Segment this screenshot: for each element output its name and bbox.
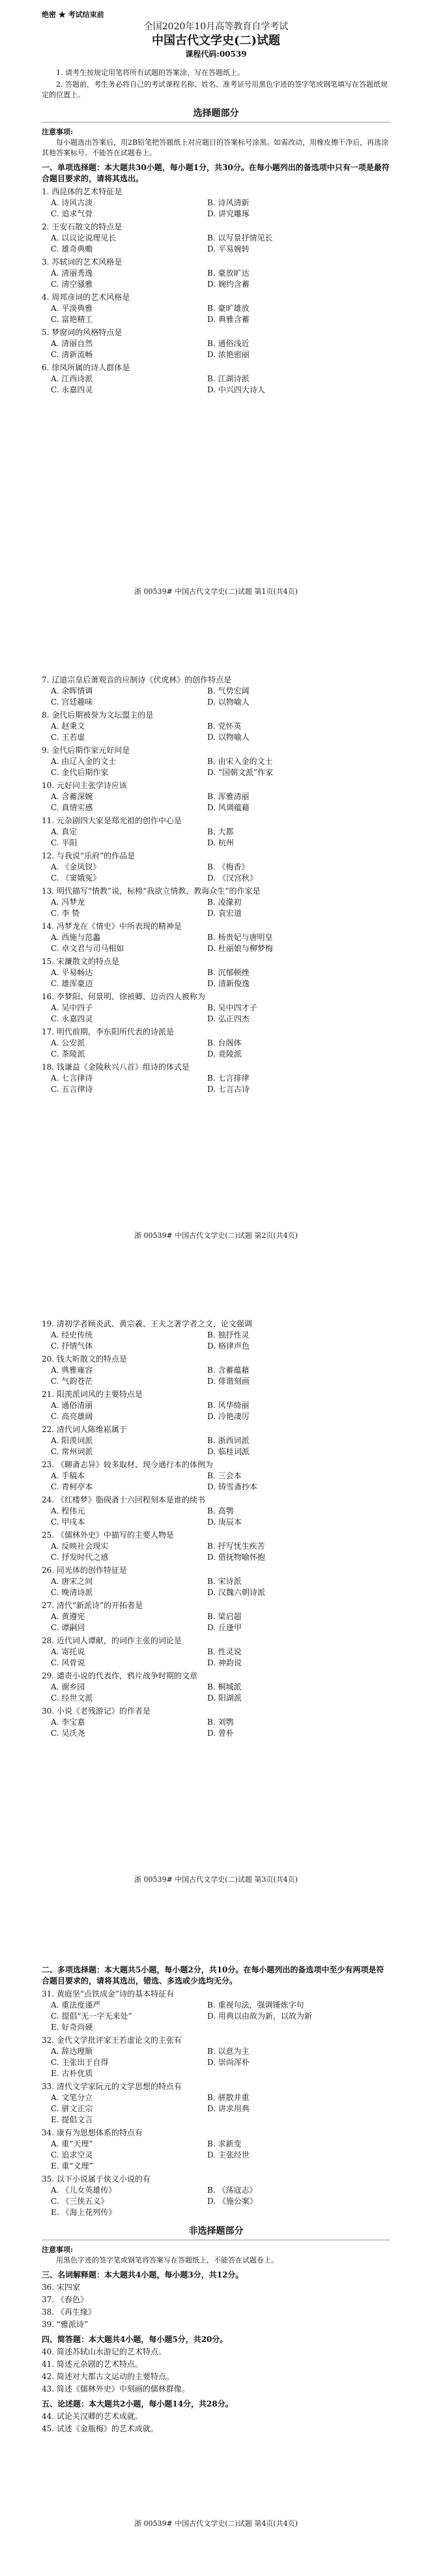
answer-option: A. 唐宋之间 [51, 1577, 93, 1586]
question-stem: 17. 明代前期，李东阳所代表的诗派是 [42, 1027, 174, 1036]
answer-option: D. 铸雪斋抄本 [207, 1482, 257, 1491]
answer-option: A. 典雅雍容 [51, 1366, 93, 1375]
question-item [42, 1600, 390, 1633]
question-item [42, 1424, 390, 1457]
question-item [42, 1495, 390, 1528]
answer-option: D. 俳谐刻画 [207, 1377, 250, 1386]
option-grid [42, 791, 390, 813]
short-answer-item: 40. 简述苏轼山水游记的艺术特点。 [42, 2347, 166, 2356]
subject-title: 中国古代文学史(二)试题 [151, 34, 281, 48]
option-grid [42, 1435, 390, 1457]
answer-option: C. 抒发时代之感 [51, 1553, 109, 1562]
answer-option: A. 通俗清丽 [51, 1401, 93, 1410]
answer-option: A. 诗风古淡 [51, 198, 93, 207]
section-5-head: 五、论述题：本大题共2小题，每小题14分，共28分。 [42, 2399, 233, 2408]
section-1-head: 一、单项选择题：本大题共30小题，每小题1分，共30分。在每小题列出的备选项中只有一项是最符合题目要求的，请将其选出。 [42, 163, 390, 183]
term-item: 37. 《春色》 [42, 2295, 88, 2304]
answer-option: C. 甲戌本 [51, 1517, 85, 1527]
page-footer: 浙 00539# 中国古代文学史(二)试题 第4页(共4页) [134, 2519, 298, 2528]
answer-option: C. 气韵苍茫 [51, 1377, 93, 1386]
page-2 [0, 644, 432, 1288]
short-answer-item: 43. 简述《儒林外史》中刻画的儒林群像。 [42, 2384, 190, 2393]
question-item [42, 745, 390, 778]
option-grid [42, 373, 390, 396]
option-grid [42, 303, 390, 325]
question-list [42, 1989, 390, 2218]
answer-option: B. 宋诗派 [207, 1577, 242, 1586]
page-footer: 浙 00539# 中国古代文学史(二)试题 第3页(共4页) [134, 1875, 298, 1884]
option-grid [42, 897, 390, 919]
answer-option: D. 杭州 [207, 838, 234, 847]
answer-option: C. 金代后期作家 [51, 768, 109, 777]
answer-option: B. 性灵说 [207, 1647, 242, 1656]
question-stem: 19. 清初学者顾炎武、黄宗羲、王夫之著学者之文，论文强调 [42, 1319, 252, 1328]
answer-option: C. 谭嗣同 [51, 1623, 85, 1632]
option-grid [42, 1682, 390, 1704]
answer-option: B. 诗风清新 [207, 198, 250, 207]
option-grid [42, 1400, 390, 1422]
option-grid [42, 932, 390, 954]
answer-option: C. 雄奇典赡 [51, 244, 93, 254]
answer-option: B. 重视句法，强调锤炼字句 [207, 2000, 304, 2010]
answer-option: D. 《汉宫秋》 [207, 873, 257, 883]
answer-option: C. 富艳精工 [51, 315, 93, 324]
answer-option: D. 浓艳密丽 [207, 350, 250, 359]
answer-option: B. 由宋入金的文士 [207, 757, 273, 766]
answer-option: D. 平易婉转 [207, 244, 250, 254]
question-stem: 10. 元好问主张学诗应该 [42, 781, 127, 790]
answer-option: D. 七言古诗 [207, 1085, 250, 1094]
answer-option: B. 七言排律 [207, 1074, 250, 1083]
answer-option: D. 以物喻人 [207, 697, 250, 707]
question-item [42, 2081, 390, 2126]
question-stem: 30. 小说《老残游记》的作者是 [42, 1706, 151, 1716]
answer-option: D. 袁宏道 [207, 909, 242, 918]
question-item [42, 2128, 390, 2172]
answer-option: C. 晚清诗派 [51, 1588, 93, 1597]
option-grid [42, 862, 390, 884]
notice-text: 用黑色字迹的签字笔或钢笔将答案写在答题纸上，不能答在试题卷上。 [56, 2256, 278, 2264]
answer-option: D. 讲求用典 [207, 2104, 250, 2113]
question-stem: 14. 冯梦龙在《情史》中所表现的精神是 [42, 922, 182, 931]
answer-option: A. 公安派 [51, 1038, 85, 1047]
answer-option: D. 《施公案》 [207, 2197, 257, 2206]
option-grid [42, 1073, 390, 1095]
answer-option: C. 清空骚雅 [51, 280, 93, 289]
question-stem: 26. 同光体的创作特征是 [42, 1566, 127, 1575]
answer-option: A. 手稿本 [51, 1471, 85, 1480]
option-grid [42, 2000, 390, 2033]
question-stem: 9. 金代后期作家元好问是 [42, 746, 130, 755]
answer-option: C. 《窦娥冤》 [51, 873, 101, 883]
question-stem: 21. 阳羡派词风的主要特点是 [42, 1390, 143, 1399]
answer-option: C. 主张出于自得 [51, 2058, 109, 2067]
option-grid [42, 1003, 390, 1025]
answer-option: D. 临桂词派 [207, 1447, 250, 1456]
option-grid [42, 2139, 390, 2172]
answer-option: D. 讲究雕琢 [207, 209, 250, 218]
answer-option: E. 好奇尚硬 [51, 2023, 93, 2032]
question-stem: 33. 清代文学家阮元的文学思想的特点有 [42, 2082, 182, 2091]
answer-option: B. 凌濛初 [207, 898, 242, 907]
answer-option: E. 提倡文言 [51, 2115, 93, 2124]
option-grid [42, 1611, 390, 1633]
question-stem: 22. 清代词人陈维崧属于 [42, 1425, 127, 1434]
answer-option: A. 李宝嘉 [51, 1718, 85, 1727]
question-item [42, 186, 390, 220]
answer-option: C. 茶陵派 [51, 1049, 85, 1059]
answer-option: B. 求新变 [207, 2139, 242, 2148]
option-grid [42, 2185, 390, 2218]
question-item [42, 222, 390, 255]
question-item [42, 327, 390, 360]
question-item [42, 1389, 390, 1422]
option-grid [42, 338, 390, 360]
question-stem: 6. 徐凤所属的诗人群体是 [42, 363, 130, 372]
question-item [42, 1459, 390, 1493]
page-footer: 浙 00539# 中国古代文学史(二)试题 第2页(共4页) [134, 1231, 298, 1240]
question-stem: 31. 黄庭坚“点铁成金”诗的基本特征有 [42, 1989, 175, 1998]
answer-option: D. 典雅含蓄 [207, 315, 250, 324]
answer-option: A. 余晖情调 [51, 686, 93, 695]
answer-option: A. 文笔分立 [51, 2093, 93, 2102]
term-list [42, 2282, 390, 2330]
question-item [42, 2174, 390, 2218]
answer-option: C. 经世文派 [51, 1693, 93, 1703]
answer-option: E. 古朴优质 [51, 2069, 93, 2078]
answer-option: A. 冯梦龙 [51, 898, 85, 907]
answer-option: A. 平易畅达 [51, 968, 93, 977]
short-answer-item: 42. 简述对大都古文运动的主要特点。 [42, 2372, 174, 2381]
answer-option: C. 提倡“无一字无来处” [51, 2012, 132, 2021]
option-grid [42, 827, 390, 849]
question-item [42, 710, 390, 743]
short-answer-item: 41. 简述元杂剧的艺术特点。 [42, 2360, 143, 2369]
question-item [42, 780, 390, 813]
answer-option: B. 抒写忧生疾苦 [207, 1542, 265, 1551]
answer-option: D. 汉魏六朝诗派 [207, 1588, 265, 1597]
option-grid [42, 1038, 390, 1060]
answer-option: B. 《荡寇志》 [207, 2186, 257, 2195]
question-item [42, 1062, 390, 1095]
answer-option: A. 反映社会现实 [51, 1542, 109, 1551]
answer-option: A. 以议论说理见长 [51, 233, 117, 242]
answer-option: B. 台阁体 [207, 1038, 242, 1047]
question-item [42, 2035, 390, 2079]
answer-option: D. 用典以由故为新，以故为新 [207, 2012, 312, 2021]
option-grid [42, 1647, 390, 1669]
question-item [42, 1530, 390, 1563]
question-stem: 20. 钱大昕散文的特点是 [42, 1354, 127, 1364]
answer-option: A. 江西诗派 [51, 374, 93, 383]
answer-option: C. 高亮雄阔 [51, 1412, 93, 1421]
question-stem: 7. 辽道宗皇后萧观音的应制诗《伏虎林》的创作特点是 [42, 675, 232, 684]
answer-option: B. 江湖诗派 [207, 374, 250, 383]
answer-option: A. 寄托说 [51, 1647, 85, 1656]
answer-option: B. 浙西词派 [207, 1436, 250, 1445]
answer-option: A. 西施与范蠡 [51, 933, 101, 942]
option-grid [42, 2092, 390, 2126]
answer-option: E. 《海上花列传》 [51, 2208, 117, 2217]
answer-option: C. 清新流畅 [51, 350, 93, 359]
option-grid [42, 1471, 390, 1493]
answer-option: E. 重“义理” [51, 2161, 93, 2171]
notice-title: 注意事项: [42, 128, 74, 136]
page-3 [0, 1288, 432, 1932]
answer-option: B. 通俗浅近 [207, 339, 250, 348]
question-stem: 11. 元杂剧四大家是郑光祖的创作中心是 [42, 816, 182, 825]
page-footer: 浙 00539# 中国古代文学史(二)试题 第1页(共4页) [134, 587, 298, 596]
answer-option: C. 风骨说 [51, 1658, 85, 1667]
short-answer-list [42, 2347, 390, 2395]
answer-option: A. 《儿女英雄传》 [51, 2186, 117, 2195]
answer-option: A. 含蓄深婉 [51, 792, 93, 801]
answer-option: A. 阳羡词派 [51, 1436, 93, 1445]
answer-option: B. 气势宏阔 [207, 686, 250, 695]
answer-option: D. 丘逢甲 [207, 1623, 242, 1632]
essay-item: 44. 试论关汉卿的艺术成就。 [42, 2412, 143, 2421]
answer-option: C. 雄浑豪迈 [51, 979, 93, 988]
question-list [42, 675, 390, 1095]
question-stem: 16. 李梦阳、何景明、徐祯卿、边贡四人被称为 [42, 992, 205, 1001]
option-grid [42, 1506, 390, 1528]
answer-option: A. 谢乡园 [51, 1682, 85, 1691]
answer-option: B. 杨贵妃与唐明皇 [207, 933, 273, 942]
section-3-head: 三、名词解释题：本大题共4小题，每小题3分，共12分。 [42, 2270, 244, 2279]
option-grid [42, 686, 390, 708]
option-grid [42, 1365, 390, 1387]
term-item: 36. 宋四家 [42, 2283, 80, 2292]
option-grid [42, 756, 390, 778]
answer-option: A. 黄遵宪 [51, 1612, 85, 1621]
question-stem: 32. 金代文学批评家王若虚论文的主张有 [42, 2036, 182, 2045]
part-choice-title: 选择题部分 [42, 108, 390, 123]
question-stem: 23. 《聊斋志异》较多取材、现今通行本的体例为 [42, 1460, 213, 1469]
answer-option: B. 大都 [207, 827, 234, 836]
question-item [42, 292, 390, 325]
answer-option: B. 党怀英 [207, 722, 242, 731]
question-item [42, 1706, 390, 1739]
question-stem: 1. 西昆体的艺术特征是 [42, 187, 122, 196]
answer-option: C. 青柯亭本 [51, 1482, 93, 1491]
answer-option: C. 永嘉四灵 [51, 1014, 93, 1023]
question-stem: 4. 周邦彦词的艺术风格是 [42, 293, 130, 302]
question-item [42, 1565, 390, 1598]
answer-option: A. 清丽自然 [51, 339, 93, 348]
option-grid [42, 268, 390, 290]
answer-option: B. 沉郁顿挫 [207, 968, 250, 977]
secret-label: 绝密 ★ 考试结束前 [42, 10, 104, 19]
answer-option: C. 王若虚 [51, 733, 85, 742]
question-item [42, 956, 390, 989]
option-grid [42, 721, 390, 743]
question-stem: 18. 钱谦益《金陵秋兴八首》组诗的体式是 [42, 1062, 190, 1072]
course-code: 课程代码:00539 [185, 50, 247, 59]
question-stem: 35. 以下小说属于侠义小说的有 [42, 2174, 151, 2184]
answer-option: C. 常州词派 [51, 1447, 93, 1456]
question-item [42, 991, 390, 1025]
answer-option: D. 弘正四杰 [207, 1014, 250, 1023]
answer-option: C. 《三侠五义》 [51, 2197, 109, 2206]
answer-option: B. 含蓄蕴藉 [207, 1366, 250, 1375]
option-grid [42, 1541, 390, 1563]
option-grid [42, 1576, 390, 1598]
answer-option: B. 三会本 [207, 1471, 242, 1480]
question-item [42, 1989, 390, 2033]
question-stem: 3. 苏轼词的艺术风格是 [42, 257, 122, 267]
answer-option: A. 平淡典雅 [51, 304, 93, 313]
answer-option: B. 《梅香》 [207, 862, 250, 871]
answer-option: A. 吴中四子 [51, 1003, 93, 1012]
option-grid [42, 967, 390, 989]
answer-option: D. 以物喻人 [207, 733, 250, 742]
question-item [42, 851, 390, 884]
answer-option: C. 宫廷趣味 [51, 697, 93, 707]
answer-option: D. “国朝文派”作家 [207, 768, 274, 777]
answer-option: D. 婉约含蓄 [207, 280, 250, 289]
question-stem: 15. 宋濂散文的特点是 [42, 957, 119, 966]
question-stem: 28. 近代词人谭献，的词作主张的词论是 [42, 1636, 182, 1645]
answer-option: C. 抒情气体 [51, 1341, 93, 1351]
answer-option: D. 庚辰本 [207, 1517, 242, 1527]
answer-option: A. 七言律诗 [51, 1074, 93, 1083]
answer-option: B. 梁启超 [207, 1612, 242, 1621]
page-4 [0, 1932, 432, 2576]
answer-option: D. 清新俊逸 [207, 979, 250, 988]
question-stem: 13. 明代描写“情教”说，标榜“我欲立情教，教诲众生”的作家是 [42, 886, 261, 896]
answer-option: C. 平阳 [51, 838, 78, 847]
section-2-head: 二、多项选择题：本大题共5小题，每小题2分，共10分。在每小题列出的备选项中至少有两项是符合题目要求的，请将其选出，错选、多选或少选均无分。 [42, 1965, 384, 1985]
answer-option: B. 高鹗 [207, 1506, 234, 1515]
notice-title: 注意事项: [42, 2246, 74, 2254]
question-stem: 34. 康有为思想体系的特点有 [42, 2128, 143, 2137]
question-item [42, 1027, 390, 1060]
answer-option: A. 真定 [51, 827, 78, 836]
question-stem: 5. 梦窗词的风格特点是 [42, 328, 122, 337]
answer-option: C. 骈文正宗 [51, 2104, 93, 2113]
answer-option: D. 崇尚浑朴 [207, 2058, 250, 2067]
essay-item: 45. 试述《金瓶梅》的艺术成就。 [42, 2424, 158, 2433]
answer-option: A. 《金凤钗》 [51, 862, 101, 871]
question-item [42, 362, 390, 396]
question-item [42, 886, 390, 919]
answer-option: C. 卓文君与司马相如 [51, 944, 124, 953]
question-list [42, 186, 390, 396]
answer-option: A. 辞达理顺 [51, 2047, 93, 2056]
question-list [42, 1319, 390, 1739]
term-item: 38. 《再生缘》 [42, 2307, 96, 2317]
option-grid [42, 233, 390, 255]
answer-option: B. 骈散并重 [207, 2093, 250, 2102]
notice-text: 每小题选出答案后，用2B铅笔把答题纸上对应题目的答案标号涂黑。如需改动，用橡皮擦干净后，再选涂其他答案标号。不能答在试题卷上。 [42, 138, 389, 157]
part-nonchoice-title: 非选择题部分 [42, 2226, 390, 2240]
answer-option: C. 追求气骨 [51, 209, 93, 218]
answer-option: C. 追求空灵 [51, 2150, 93, 2159]
answer-option: C. 真情实感 [51, 803, 93, 812]
answer-option: C. 五言律诗 [51, 1085, 93, 1094]
answer-option: A. 赵秉文 [51, 722, 85, 731]
option-grid [42, 1717, 390, 1739]
answer-option: C. 李 贽 [51, 909, 80, 918]
page-1 [0, 0, 432, 644]
answer-option: A. 经史传统 [51, 1330, 93, 1339]
instruction-1: 1. 请考生按规定用笔将所有试题的答案涂、写在答题纸上。 [56, 68, 244, 77]
exam-title: 全国2020年10月高等教育自学考试 [143, 22, 289, 32]
answer-option: C. 吴沃尧 [51, 1729, 85, 1738]
answer-option: A. 重法度谨严 [51, 2000, 101, 2010]
answer-option: B. 桐城派 [207, 1682, 242, 1691]
answer-option: A. 程伟元 [51, 1506, 85, 1515]
answer-option: B. 豪放旷达 [207, 269, 250, 278]
question-item [42, 1354, 390, 1387]
question-stem: 24. 《红楼梦》脂砚斋十六回程刻本是谁的续书 [42, 1495, 205, 1504]
essay-list [42, 2411, 390, 2435]
answer-option: A. 清丽秀逸 [51, 269, 93, 278]
answer-option: D. 借抚物喻怀抱 [207, 1553, 265, 1562]
question-item [42, 1635, 390, 1669]
answer-option: B. 以意为主 [207, 2047, 250, 2056]
question-item [42, 257, 390, 290]
answer-option: D. 阳湖派 [207, 1693, 242, 1703]
answer-option: D. 曾朴 [207, 1729, 234, 1738]
answer-option: B. 独抒性灵 [207, 1330, 250, 1339]
answer-option: B. 豪旷雄放 [207, 304, 250, 313]
question-stem: 27. 清代“新派诗”的开拓者是 [42, 1601, 143, 1610]
answer-option: A. 重“天理” [51, 2139, 93, 2148]
question-stem: 8. 金代后期被誉为文坛盟主的是 [42, 710, 154, 720]
question-stem: 2. 王安石散文的特点是 [42, 222, 122, 231]
term-item: 39. “雅派诗” [42, 2320, 89, 2329]
answer-option: B. 浑雅清丽 [207, 792, 250, 801]
question-item [42, 1319, 390, 1352]
answer-option: D. 竟陵派 [207, 1049, 242, 1059]
answer-option: C. 永嘉四灵 [51, 385, 93, 394]
question-item [42, 815, 390, 849]
answer-option: B. 风华绮丽 [207, 1401, 250, 1410]
question-item [42, 1671, 390, 1704]
answer-option: D. 主张经世 [207, 2150, 250, 2159]
answer-option: D. 神韵说 [207, 1658, 242, 1667]
answer-option: A. 由辽入金的文士 [51, 757, 117, 766]
answer-option: D. 格律声色 [207, 1341, 250, 1351]
section-4-head: 四、简答题：本大题共4小题，每小题5分，共20分。 [42, 2335, 228, 2344]
option-grid [42, 2046, 390, 2079]
answer-option: D. 风调蕴藉 [207, 803, 250, 812]
answer-option: B. 刘鹗 [207, 1718, 234, 1727]
instruction-2: 2. 答题前，考生务必将自己的考试课程名称、姓名、准考证号用黑色字迹的签字笔或钢笔填写在答题纸规定的位置上。 [42, 80, 388, 99]
question-stem: 12. 与我说“乐府”的作品是 [42, 851, 136, 860]
answer-option: D. 杜丽娘与柳梦梅 [207, 944, 273, 953]
question-item [42, 921, 390, 954]
answer-option: B. 以写景抒情见长 [207, 233, 273, 242]
option-grid [42, 198, 390, 220]
option-grid [42, 1330, 390, 1352]
answer-option: D. 中兴四大诗人 [207, 385, 265, 394]
answer-option: D. 冷艳凄厉 [207, 1412, 250, 1421]
question-item [42, 675, 390, 708]
question-stem: 25. 《儒林外史》中描写的主要人物是 [42, 1530, 174, 1540]
answer-option: B. 吴中四才子 [207, 1003, 257, 1012]
question-stem: 29. 谴责小说的代表作，鸦片战争时期的文章 [42, 1671, 197, 1680]
